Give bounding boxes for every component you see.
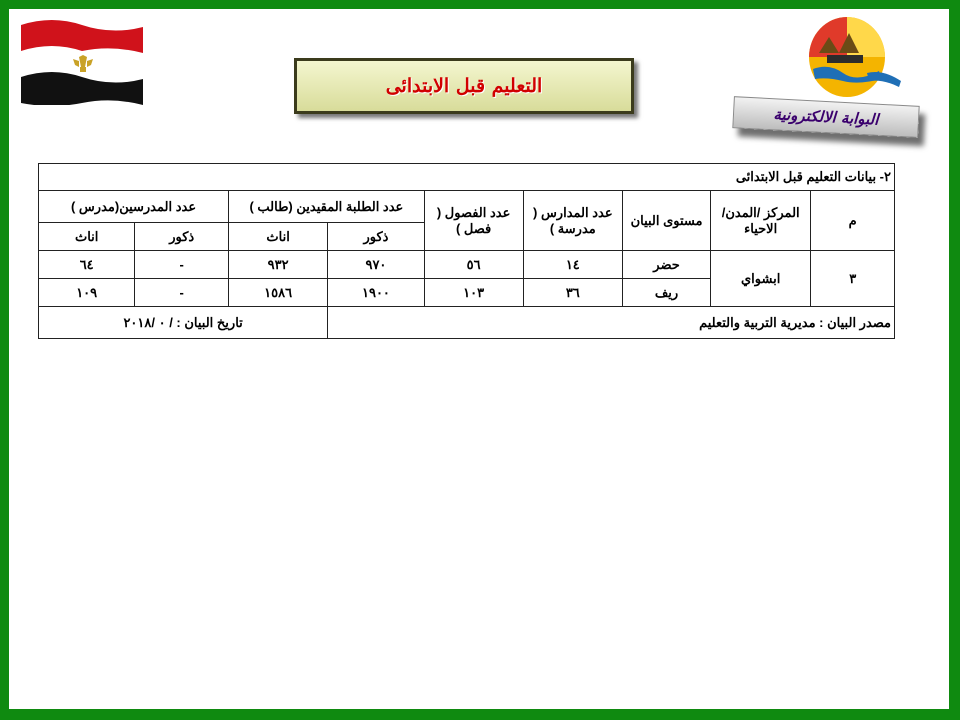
slide [9,9,949,709]
students-female-cell: ١٥٨٦ [229,279,328,307]
teachers-male-cell: - [135,251,229,279]
egypt-flag-image [17,15,147,105]
classes-cell: ١٠٣ [424,279,523,307]
center-cell: ابشواي [710,251,810,307]
schools-cell: ١٤ [523,251,623,279]
header-students: عدد الطلبة المقيدين (طالب ) [229,191,425,223]
data-date: تاريخ البيان : / ٠ /٢٠١٨ [39,307,328,339]
teachers-female-cell: ٦٤ [39,251,135,279]
header-teachers-male: ذكور [135,223,229,251]
table-row [39,251,895,279]
schools-cell: ٣٦ [523,279,623,307]
header-classes: عدد الفصول ( فصل ) [424,191,523,251]
students-female-cell: ٩٣٢ [229,251,328,279]
page-title: التعليم قبل الابتدائى [385,75,543,97]
education-data-table [38,163,895,339]
header-schools: عدد المدارس ( مدرسة ) [523,191,623,251]
students-male-cell: ٩٧٠ [328,251,424,279]
classes-cell: ٥٦ [424,251,523,279]
data-source: مصدر البيان : مديرية التربية والتعليم [328,307,895,339]
teachers-female-cell: ١٠٩ [39,279,135,307]
section-title: ٢- بيانات التعليم قبل الابتدائى [39,164,895,191]
header-teachers-female: اناث [39,223,135,251]
header-center: المركز /المدن/الاحياء [710,191,810,251]
portal-label: البوابة الالكترونية [773,105,879,129]
students-male-cell: ١٩٠٠ [328,279,424,307]
title-banner [294,58,634,114]
level-cell: ريف [623,279,711,307]
header-teachers: عدد المدرسين(مدرس ) [39,191,229,223]
teachers-male-cell: - [135,279,229,307]
header-level: مستوى البيان [623,191,711,251]
header-students-female: اناث [229,223,328,251]
header-students-male: ذكور [328,223,424,251]
header-index: م [811,191,895,251]
level-cell: حضر [623,251,711,279]
governorate-logo-image [799,13,909,105]
index-cell: ٣ [811,251,895,307]
